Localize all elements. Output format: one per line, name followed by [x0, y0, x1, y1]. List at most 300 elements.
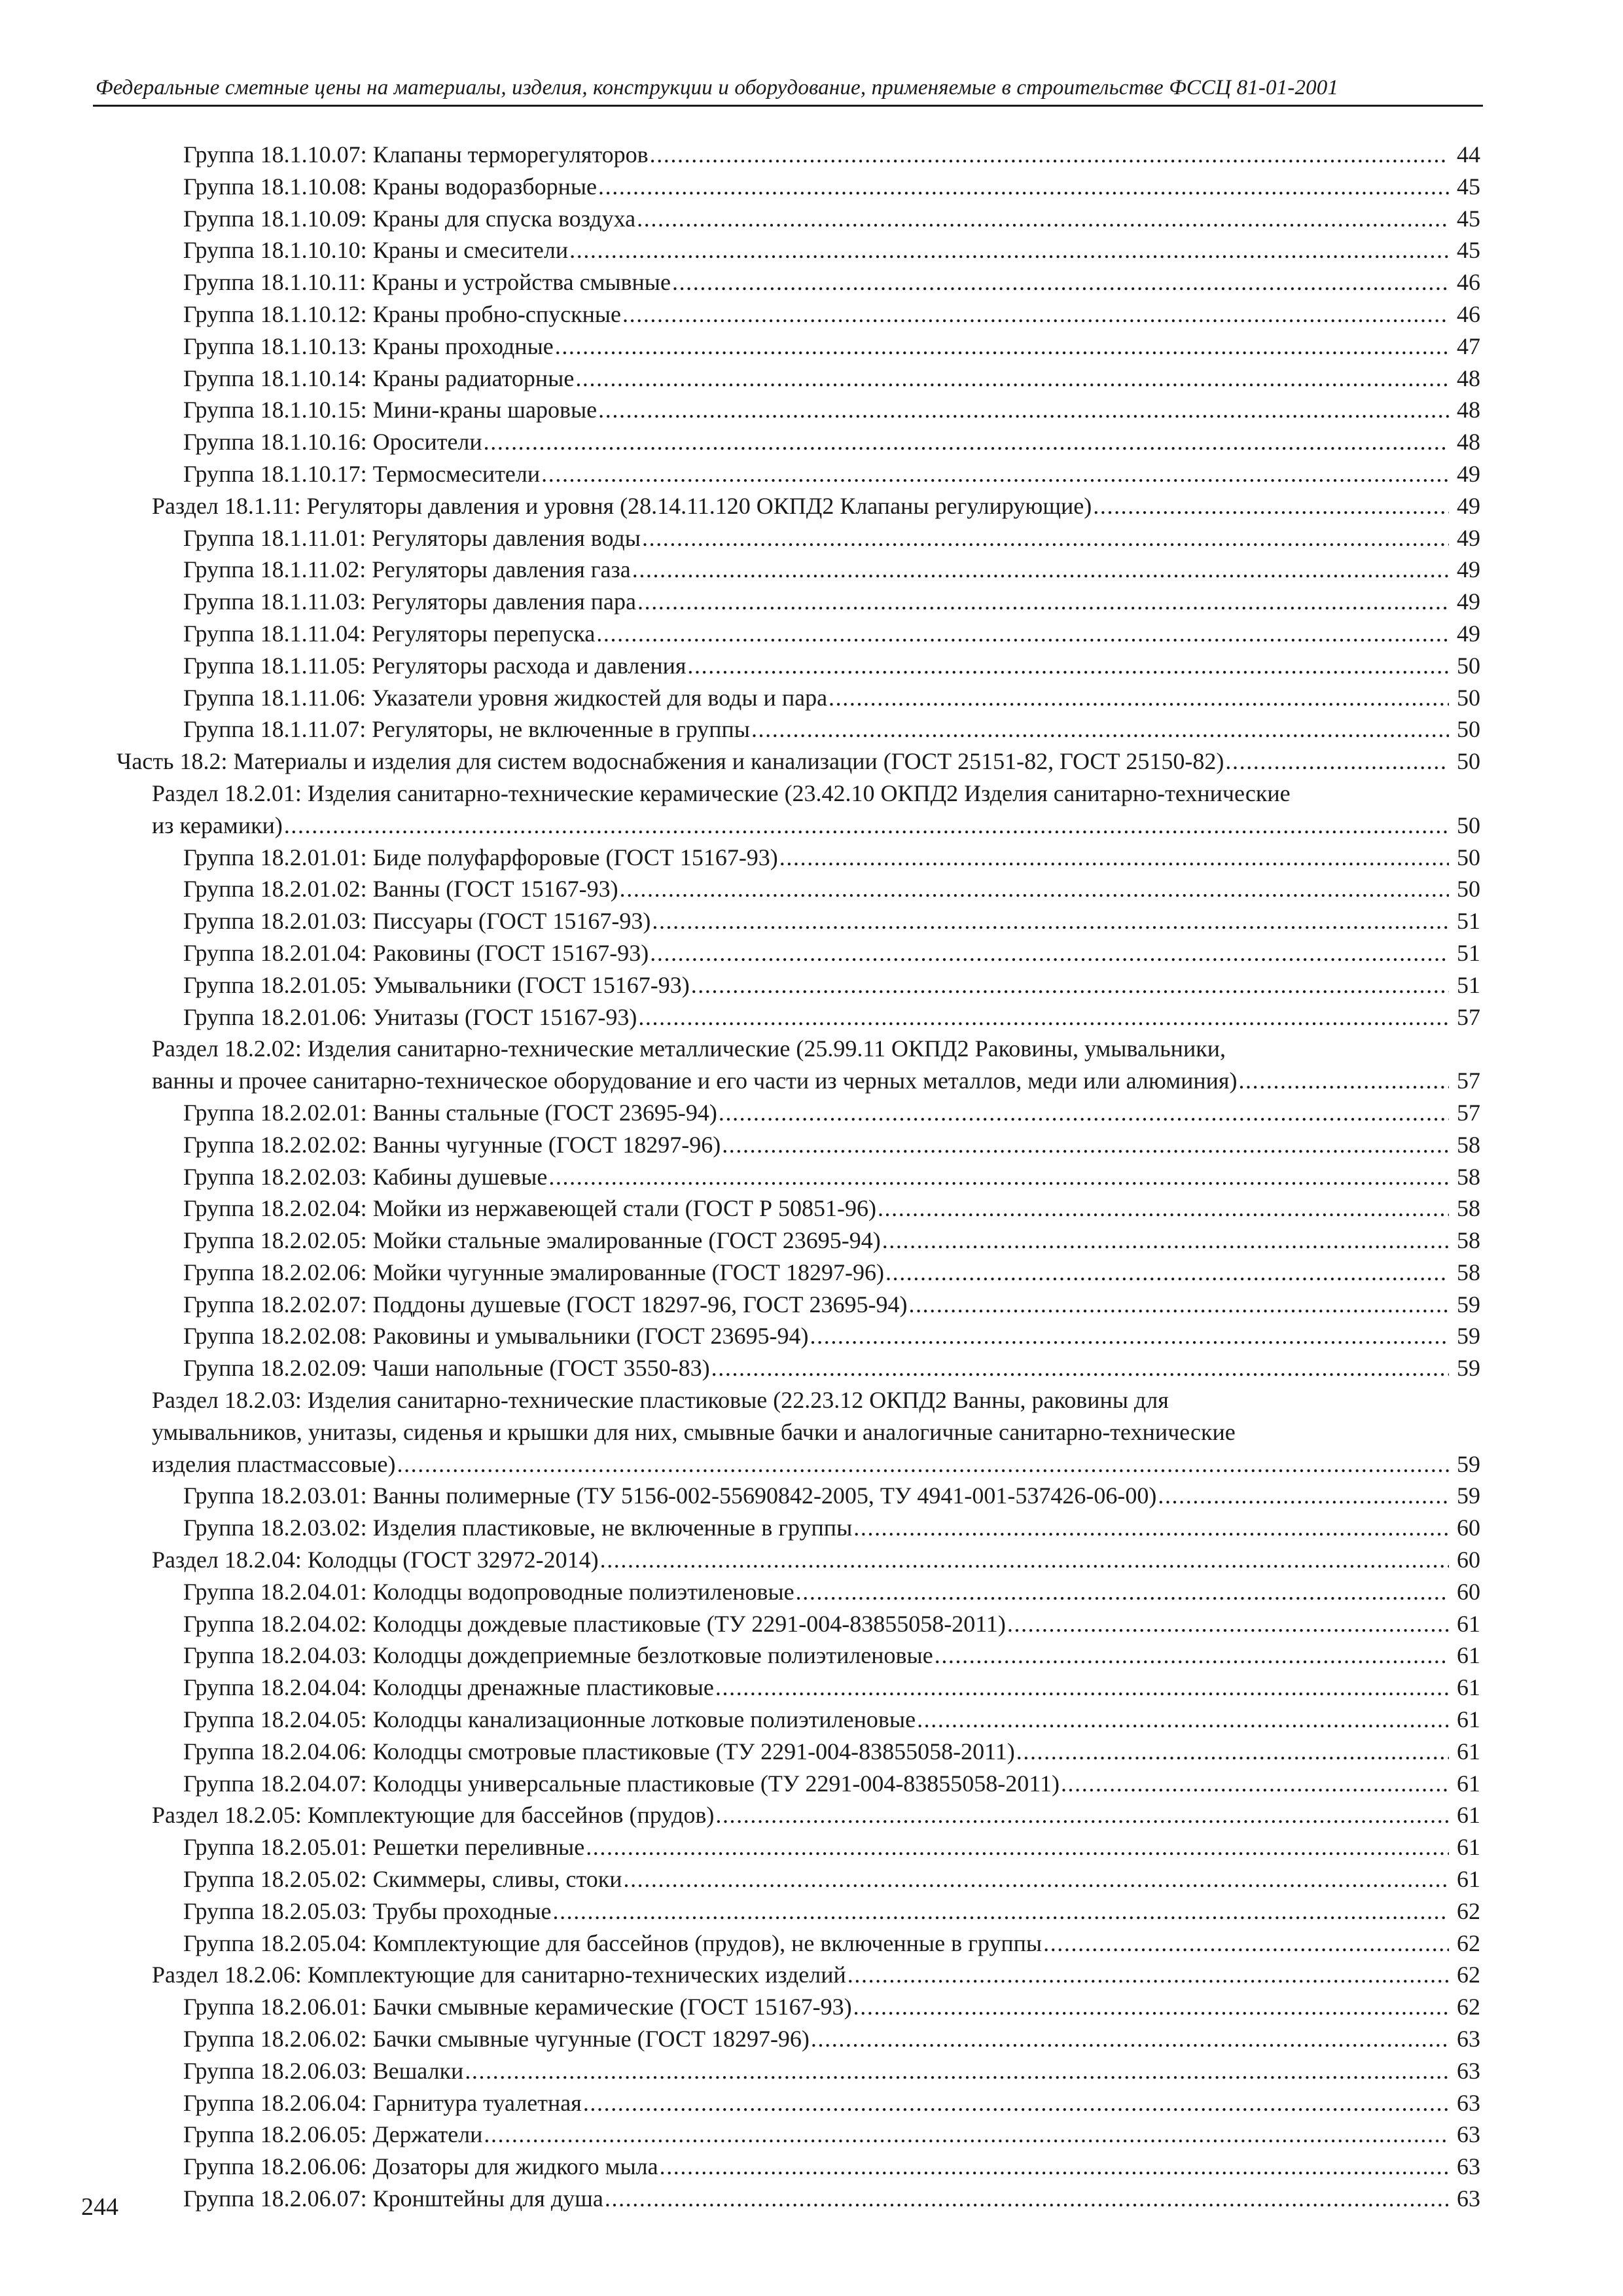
toc-entry-line — [183, 1736, 1480, 1768]
toc-entry-line — [152, 810, 1480, 842]
toc-entry-line — [183, 905, 1480, 937]
dot-leader — [853, 1512, 1449, 1544]
toc-entry[interactable] — [0, 842, 1623, 874]
toc-entry-title: Группа 18.1.11.05: Регуляторы расхода и давления — [183, 652, 687, 679]
toc-entry-line — [183, 522, 1480, 554]
toc-entry[interactable] — [0, 745, 1623, 778]
toc-entry-line — [183, 1895, 1480, 1928]
toc-entry-line — [183, 203, 1480, 235]
toc-entry-page: 61 — [1457, 1610, 1480, 1637]
toc-entry-page: 51 — [1457, 971, 1480, 998]
toc-entry[interactable] — [0, 1512, 1623, 1544]
toc-entry-page: 63 — [1457, 2153, 1480, 2180]
toc-entry[interactable] — [0, 1320, 1623, 1352]
toc-entry-page: 50 — [1457, 684, 1480, 711]
toc-entry-line — [183, 969, 1480, 1001]
dot-leader — [1158, 1480, 1449, 1512]
toc-entry-line — [183, 2023, 1480, 2055]
dot-leader — [569, 234, 1449, 266]
dot-leader — [465, 2055, 1449, 2087]
dot-leader — [620, 873, 1449, 905]
toc-entry-line — [183, 2087, 1480, 2119]
toc-entry-page: 45 — [1457, 173, 1480, 200]
toc-entry-title: изделия пластмассовые) — [152, 1450, 396, 1477]
toc-entry-page: 60 — [1457, 1547, 1480, 1573]
dot-leader — [687, 650, 1449, 682]
dot-leader — [796, 1576, 1449, 1608]
toc-entry[interactable] — [0, 1161, 1623, 1193]
toc-entry-line — [183, 1352, 1480, 1384]
toc-entry-line — [183, 554, 1480, 586]
toc-entry-page: 49 — [1457, 524, 1480, 551]
toc-entry-title: Группа 18.1.10.17: Термосмесители — [183, 460, 541, 487]
toc-entry-page: 63 — [1457, 2089, 1480, 2116]
toc-entry-line — [183, 1289, 1480, 1321]
toc-entry[interactable] — [0, 937, 1623, 969]
toc-entry-line — [183, 363, 1480, 395]
toc-entry[interactable] — [0, 522, 1623, 554]
dot-leader — [722, 1129, 1449, 1161]
toc-entry-page: 48 — [1457, 365, 1480, 391]
toc-entry-title: Группа 18.2.02.09: Чаши напольные (ГОСТ 3550-83) — [183, 1355, 710, 1382]
toc-entry-line — [183, 1863, 1480, 1895]
toc-entry-title: Группа 18.2.04.02: Колодцы дождевые пластиковые (ТУ 2291-004-83855058-2011) — [183, 1610, 1006, 1637]
toc-entry-title: Группа 18.2.03.01: Ванны полимерные (ТУ 5156-002-55690842-2005, ТУ 4941-001-537426-06-00) — [183, 1482, 1157, 1509]
toc-entry-line — [183, 1672, 1480, 1704]
toc-entry[interactable] — [0, 2183, 1623, 2215]
toc-entry-title: Группа 18.2.04.04: Колодцы дренажные пластиковые — [183, 1674, 714, 1701]
dot-leader — [552, 1895, 1449, 1928]
dot-leader — [596, 618, 1449, 650]
toc-entry-line — [183, 171, 1480, 203]
toc-entry-page: 63 — [1457, 2026, 1480, 2053]
toc-entry-title: Группа 18.2.01.05: Умывальники (ГОСТ 15167-93) — [183, 971, 690, 998]
toc-entry-title: Группа 18.2.02.04: Мойки из нержавеющей стали (ГОСТ Р 50851-96) — [183, 1195, 876, 1222]
toc-entry-title: Группа 18.2.06.03: Вешалки — [183, 2057, 464, 2084]
toc-entry-line — [183, 1193, 1480, 1225]
dot-leader — [586, 1831, 1449, 1863]
toc-entry-line — [183, 1768, 1480, 1800]
toc-entry-title: Группа 18.2.02.07: Поддоны душевые (ГОСТ 18297-96, ГОСТ 23695-94) — [183, 1291, 908, 1318]
toc-entry-page: 59 — [1457, 1355, 1480, 1382]
dot-leader — [885, 1257, 1449, 1289]
toc-entry-page: 50 — [1457, 844, 1480, 870]
dot-leader — [672, 266, 1449, 298]
toc-entry[interactable] — [0, 2151, 1623, 2183]
toc-entry-line — [183, 2055, 1480, 2087]
dot-leader — [650, 937, 1449, 969]
toc-entry-title: из керамики) — [152, 812, 283, 838]
dot-leader — [1238, 1065, 1449, 1097]
toc-entry[interactable] — [0, 1768, 1623, 1800]
toc-entry-title: Группа 18.1.11.02: Регуляторы давления газа — [183, 556, 631, 583]
dot-leader — [642, 522, 1449, 554]
toc-entry-title: Раздел 18.1.11: Регуляторы давления и уровня (28.14.11.120 ОКПД2 Клапаны регулирующие) — [152, 492, 1092, 519]
dot-leader — [652, 905, 1449, 937]
dot-leader — [829, 682, 1449, 714]
dot-leader — [711, 1352, 1449, 1384]
toc-entry-line — [183, 1704, 1480, 1736]
dot-leader — [935, 1640, 1449, 1672]
toc-entry-line — [183, 298, 1480, 331]
toc-entry-line — [183, 1225, 1480, 1257]
toc-entry-line — [183, 426, 1480, 458]
toc-entry-title: Группа 18.2.02.08: Раковины и умывальники (ГОСТ 23695-94) — [183, 1323, 809, 1350]
toc-entry-page: 50 — [1457, 812, 1480, 838]
toc-entry-title: Группа 18.2.02.01: Ванны стальные (ГОСТ 23695-94) — [183, 1099, 717, 1126]
toc-entry-title: Группа 18.2.01.06: Унитазы (ГОСТ 15167-93) — [183, 1003, 637, 1030]
header-rule — [93, 105, 1483, 107]
toc-entry[interactable] — [0, 1225, 1623, 1257]
toc-entry-line — [183, 234, 1480, 266]
toc-entry[interactable] — [0, 1640, 1623, 1672]
toc-entry-page: 46 — [1457, 300, 1480, 327]
toc-entry[interactable] — [0, 1065, 1623, 1097]
running-header: Федеральные сметные цены на материалы, изделия, конструкции и оборудование, применяемые в строительстве ФССЦ 81-01-2001 — [96, 76, 1339, 99]
toc-entry-title: Группа 18.2.06.01: Бачки смывные керамические (ГОСТ 15167-93) — [183, 1994, 852, 2020]
dot-leader — [632, 554, 1449, 586]
dot-leader — [715, 1799, 1449, 1831]
toc-entry[interactable] — [0, 969, 1623, 1001]
toc-entry-title: Группа 18.2.05.01: Решетки переливные — [183, 1834, 585, 1861]
toc-entry[interactable] — [0, 1384, 1623, 1416]
toc-entry-line — [183, 1576, 1480, 1608]
dot-leader — [811, 2023, 1449, 2055]
dot-leader — [1225, 745, 1449, 778]
toc-entry-title: Группа 18.2.02.02: Ванны чугунные (ГОСТ 18297-96) — [183, 1131, 721, 1158]
toc-entry[interactable] — [0, 682, 1623, 714]
toc-entry-page: 58 — [1457, 1227, 1480, 1254]
toc-entry-page: 48 — [1457, 429, 1480, 456]
toc-entry[interactable] — [0, 2023, 1623, 2055]
toc-entry-title: Раздел 18.2.01: Изделия санитарно-технические керамические (23.42.10 ОКПД2 Изделия санитарно-технические — [152, 780, 1291, 806]
toc-entry-title: Группа 18.2.02.03: Кабины душевые — [183, 1163, 548, 1190]
toc-entry[interactable] — [0, 1672, 1623, 1704]
toc-entry[interactable] — [0, 266, 1623, 298]
toc-entry-title: Группа 18.2.01.04: Раковины (ГОСТ 15167-93) — [183, 939, 649, 966]
toc-entry-page: 51 — [1457, 939, 1480, 966]
toc-entry-line — [152, 1448, 1480, 1480]
toc-entry[interactable] — [0, 298, 1623, 331]
dot-leader — [284, 810, 1449, 842]
toc-entry[interactable] — [0, 810, 1623, 842]
dot-leader — [751, 713, 1449, 745]
dot-leader — [660, 2151, 1449, 2183]
toc-entry-page: 61 — [1457, 1642, 1480, 1669]
dot-leader — [650, 139, 1449, 171]
toc-entry-line — [183, 650, 1480, 682]
toc-entry-title: Группа 18.2.01.01: Биде полуфарфоровые (ГОСТ 15167-93) — [183, 844, 778, 870]
toc-entry[interactable] — [0, 1544, 1623, 1576]
dot-leader — [691, 969, 1449, 1001]
toc-entry[interactable] — [0, 650, 1623, 682]
dot-leader — [484, 426, 1449, 458]
toc-entry-page: 59 — [1457, 1323, 1480, 1350]
dot-leader — [397, 1448, 1449, 1480]
toc-entry-line — [183, 139, 1480, 171]
toc-entry-line — [183, 1480, 1480, 1512]
dot-leader — [779, 842, 1449, 874]
toc-entry-title: Группа 18.2.05.02: Скиммеры, сливы, стоки — [183, 1866, 622, 1893]
toc-entry-page: 50 — [1457, 876, 1480, 903]
toc-entry-page: 63 — [1457, 2185, 1480, 2212]
dot-leader — [847, 1959, 1449, 1991]
toc-entry-line — [152, 1544, 1480, 1576]
toc-entry-line — [183, 682, 1480, 714]
toc-entry-page: 61 — [1457, 1866, 1480, 1893]
toc-entry[interactable] — [0, 1895, 1623, 1928]
toc-entry[interactable] — [0, 2055, 1623, 2087]
toc-entry-title: Группа 18.2.06.07: Кронштейны для душа — [183, 2185, 603, 2212]
toc-entry-page: 49 — [1457, 588, 1480, 615]
toc-entry-page: 61 — [1457, 1770, 1480, 1797]
toc-entry-page: 49 — [1457, 492, 1480, 519]
toc-entry-page: 61 — [1457, 1674, 1480, 1701]
toc-entry[interactable] — [0, 1257, 1623, 1289]
toc-entry-page: 62 — [1457, 1929, 1480, 1956]
toc-entry[interactable] — [0, 1608, 1623, 1640]
toc-entry[interactable] — [0, 554, 1623, 586]
toc-entry-page: 45 — [1457, 237, 1480, 264]
toc-entry-title: Группа 18.1.10.16: Оросители — [183, 429, 482, 456]
toc-entry-title: Группа 18.1.11.04: Регуляторы перепуска — [183, 620, 596, 647]
toc-entry-page: 59 — [1457, 1450, 1480, 1477]
toc-entry-title: Группа 18.2.01.02: Ванны (ГОСТ 15167-93) — [183, 876, 618, 903]
toc-entry[interactable] — [0, 1097, 1623, 1129]
toc-entry-title: Группа 18.1.10.14: Краны радиаторные — [183, 365, 575, 391]
toc-entry-page: 59 — [1457, 1482, 1480, 1509]
toc-entry[interactable] — [0, 1129, 1623, 1161]
toc-entry-line — [152, 1033, 1480, 1065]
toc-entry-title: Группа 18.1.11.01: Регуляторы давления воды — [183, 524, 641, 551]
toc-entry[interactable] — [0, 586, 1623, 618]
toc-entry-title: Раздел 18.2.05: Комплектующие для бассейнов (прудов) — [152, 1802, 715, 1829]
toc-entry-title: Группа 18.2.04.01: Колодцы водопроводные полиэтиленовые — [183, 1578, 794, 1605]
toc-entry[interactable] — [0, 1352, 1623, 1384]
toc-entry-line — [152, 1065, 1480, 1097]
dot-leader — [1007, 1608, 1449, 1640]
toc-entry[interactable] — [0, 1416, 1623, 1448]
toc-entry-title: Группа 18.2.02.06: Мойки чугунные эмалированные (ГОСТ 18297-96) — [183, 1259, 884, 1285]
toc-entry-line — [183, 1001, 1480, 1033]
toc-entry-title: Группа 18.2.04.03: Колодцы дождеприемные безлотковые полиэтиленовые — [183, 1642, 933, 1669]
toc-entry-page: 50 — [1457, 748, 1480, 775]
toc-entry-line — [183, 458, 1480, 490]
toc-entry-title: Группа 18.1.10.12: Краны пробно-спускные — [183, 300, 622, 327]
toc-entry[interactable] — [0, 426, 1623, 458]
dot-leader — [908, 1289, 1449, 1321]
toc-entry-page: 60 — [1457, 1515, 1480, 1541]
toc-entry[interactable] — [0, 1959, 1623, 1991]
toc-entry[interactable] — [0, 1289, 1623, 1321]
toc-entry[interactable] — [0, 490, 1623, 522]
toc-entry-line — [183, 1831, 1480, 1863]
toc-entry[interactable] — [0, 139, 1623, 171]
dot-leader — [598, 394, 1449, 426]
toc-entry-line — [152, 1384, 1480, 1416]
toc-entry[interactable] — [0, 1033, 1623, 1065]
toc-entry-title: Группа 18.1.10.10: Краны и смесители — [183, 237, 569, 264]
toc-entry-line — [183, 586, 1480, 618]
dot-leader — [810, 1320, 1449, 1352]
toc-entry[interactable] — [0, 394, 1623, 426]
toc-entry[interactable] — [0, 234, 1623, 266]
page-number: 244 — [81, 2193, 118, 2221]
toc-entry-page: 60 — [1457, 1578, 1480, 1605]
toc-entry-line — [183, 2183, 1480, 2215]
toc-entry[interactable] — [0, 331, 1623, 363]
toc-entry-line — [183, 1512, 1480, 1544]
toc-entry-page: 57 — [1457, 1099, 1480, 1126]
toc-entry-line — [183, 1608, 1480, 1640]
dot-leader — [638, 1001, 1449, 1033]
toc-entry-page: 50 — [1457, 652, 1480, 679]
toc-entry-page: 51 — [1457, 908, 1480, 935]
toc-entry-page: 61 — [1457, 1706, 1480, 1733]
dot-leader — [541, 458, 1449, 490]
toc-entry[interactable] — [0, 1928, 1623, 1960]
toc-entry-title: Раздел 18.2.06: Комплектующие для санитарно-технических изделий — [152, 1962, 846, 1988]
toc-entry-page: 63 — [1457, 2057, 1480, 2084]
toc-entry-page: 57 — [1457, 1067, 1480, 1094]
toc-entry-title: Группа 18.1.10.09: Краны для спуска воздуха — [183, 205, 636, 232]
dot-leader — [548, 1161, 1449, 1193]
toc-entry-title: Группа 18.2.05.04: Комплектующие для бассейнов (прудов), не включенные в группы — [183, 1929, 1043, 1956]
toc-entry-page: 49 — [1457, 620, 1480, 647]
toc-entry[interactable] — [0, 1736, 1623, 1768]
dot-leader — [575, 363, 1449, 395]
toc-entry-title: Часть 18.2: Материалы и изделия для систем водоснабжения и канализации (ГОСТ 25151-82, ГОСТ 25150-82) — [116, 748, 1224, 775]
toc-entry-title: Группа 18.1.10.11: Краны и устройства смывные — [183, 269, 671, 296]
toc-entry-line — [183, 1161, 1480, 1193]
toc-entry-page: 58 — [1457, 1259, 1480, 1285]
dot-leader — [853, 1991, 1449, 2023]
toc-entry-page: 57 — [1457, 1003, 1480, 1030]
toc-entry-line — [152, 1416, 1480, 1448]
toc-entry-title: Раздел 18.2.02: Изделия санитарно-технические металлические (25.99.11 ОКПД2 Раковины, умывальники, — [152, 1035, 1226, 1062]
dot-leader — [882, 1225, 1449, 1257]
toc-entry-line — [183, 1928, 1480, 1960]
toc-entry[interactable] — [0, 713, 1623, 745]
dot-leader — [484, 2119, 1449, 2151]
toc-entry-page: 58 — [1457, 1195, 1480, 1222]
toc-entry-page: 62 — [1457, 1897, 1480, 1924]
toc-entry-line — [152, 490, 1480, 522]
toc-entry[interactable] — [0, 1448, 1623, 1480]
toc-entry-line — [183, 1097, 1480, 1129]
toc-entry[interactable] — [0, 1991, 1623, 2023]
toc-entry[interactable] — [0, 171, 1623, 203]
toc-entry-title: Группа 18.2.02.05: Мойки стальные эмалированные (ГОСТ 23695-94) — [183, 1227, 881, 1254]
toc-entry[interactable] — [0, 203, 1623, 235]
toc-entry-line — [183, 2119, 1480, 2151]
dot-leader — [719, 1097, 1449, 1129]
toc-entry[interactable] — [0, 1480, 1623, 1512]
dot-leader — [600, 1544, 1449, 1576]
toc-entry-title: Группа 18.2.04.07: Колодцы универсальные пластиковые (ТУ 2291-004-83855058-2011) — [183, 1770, 1060, 1797]
toc-entry-page: 58 — [1457, 1131, 1480, 1158]
dot-leader — [1016, 1736, 1449, 1768]
toc-entry[interactable] — [0, 905, 1623, 937]
dot-leader — [622, 298, 1449, 331]
toc-entry-title: Группа 18.2.01.03: Писсуары (ГОСТ 15167-93) — [183, 908, 651, 935]
dot-leader — [917, 1704, 1449, 1736]
toc-entry-line — [183, 873, 1480, 905]
toc-entry-page: 45 — [1457, 205, 1480, 232]
dot-leader — [555, 331, 1449, 363]
toc-entry[interactable] — [0, 1799, 1623, 1831]
toc-entry-line — [183, 618, 1480, 650]
toc-entry[interactable] — [0, 458, 1623, 490]
toc-entry[interactable] — [0, 1193, 1623, 1225]
toc-entry-title: ванны и прочее санитарно-техническое оборудование и его части из черных металлов, меди или алюминия) — [152, 1067, 1238, 1094]
toc-entry-line — [183, 331, 1480, 363]
toc-entry-title: Группа 18.2.05.03: Трубы проходные — [183, 1897, 552, 1924]
toc-entry[interactable] — [0, 1831, 1623, 1863]
toc-entry-title: Группа 18.1.10.15: Мини-краны шаровые — [183, 397, 597, 423]
toc-entry-line — [116, 745, 1480, 778]
toc-entry[interactable] — [0, 1576, 1623, 1608]
toc-entry-page: 61 — [1457, 1738, 1480, 1765]
toc-entry-title: Группа 18.2.04.06: Колодцы смотровые пластиковые (ТУ 2291-004-83855058-2011) — [183, 1738, 1015, 1765]
toc-entry[interactable] — [0, 363, 1623, 395]
toc-entry-page: 47 — [1457, 332, 1480, 359]
toc-entry[interactable] — [0, 2119, 1623, 2151]
toc-entry-page: 59 — [1457, 1291, 1480, 1318]
toc-entry-page: 44 — [1457, 141, 1480, 168]
toc-entry-title: Группа 18.1.10.08: Краны водоразборные — [183, 173, 597, 200]
dot-leader — [605, 2183, 1449, 2215]
toc-entry-line — [152, 1799, 1480, 1831]
toc-entry-title: Группа 18.1.10.13: Краны проходные — [183, 332, 554, 359]
toc-entry-line — [183, 1320, 1480, 1352]
toc-entry-line — [183, 1129, 1480, 1161]
toc-entry-page: 63 — [1457, 2121, 1480, 2148]
toc-entry[interactable] — [0, 873, 1623, 905]
toc-entry-page: 49 — [1457, 460, 1480, 487]
dot-leader — [878, 1193, 1449, 1225]
table-of-contents — [0, 139, 1623, 2215]
toc-entry[interactable] — [0, 1001, 1623, 1033]
toc-entry-title: Раздел 18.2.03: Изделия санитарно-технические пластиковые (22.23.12 ОКПД2 Ванны, раковины для — [152, 1387, 1169, 1414]
dot-leader — [715, 1672, 1449, 1704]
toc-entry-page: 50 — [1457, 716, 1480, 743]
toc-entry-line — [183, 1640, 1480, 1672]
dot-leader — [1093, 490, 1449, 522]
toc-entry-title: Группа 18.2.06.05: Держатели — [183, 2121, 483, 2148]
toc-entry-line — [183, 1257, 1480, 1289]
toc-entry-line — [183, 1991, 1480, 2023]
toc-entry[interactable] — [0, 778, 1623, 810]
toc-entry-title: Группа 18.1.11.03: Регуляторы давления пара — [183, 588, 636, 615]
toc-entry-title: Группа 18.1.11.07: Регуляторы, не включенные в группы — [183, 716, 750, 743]
toc-entry-page: 62 — [1457, 1994, 1480, 2020]
toc-entry[interactable] — [0, 1704, 1623, 1736]
dot-leader — [1061, 1768, 1449, 1800]
toc-entry[interactable] — [0, 1863, 1623, 1895]
toc-entry-line — [183, 2151, 1480, 2183]
toc-entry-line — [152, 778, 1480, 810]
dot-leader — [1043, 1928, 1449, 1960]
toc-entry-title: Группа 18.2.06.02: Бачки смывные чугунные (ГОСТ 18297-96) — [183, 2026, 810, 2053]
toc-entry[interactable] — [0, 618, 1623, 650]
toc-entry-title: умывальников, унитазы, сиденья и крышки для них, смывные бачки и аналогичные санитарно-технические — [152, 1418, 1236, 1445]
toc-entry-title: Группа 18.2.03.02: Изделия пластиковые, не включенные в группы — [183, 1515, 853, 1541]
toc-entry-line — [183, 937, 1480, 969]
toc-entry[interactable] — [0, 2087, 1623, 2119]
toc-entry-title: Группа 18.2.06.06: Дозаторы для жидкого мыла — [183, 2153, 658, 2180]
dot-leader — [583, 2087, 1449, 2119]
